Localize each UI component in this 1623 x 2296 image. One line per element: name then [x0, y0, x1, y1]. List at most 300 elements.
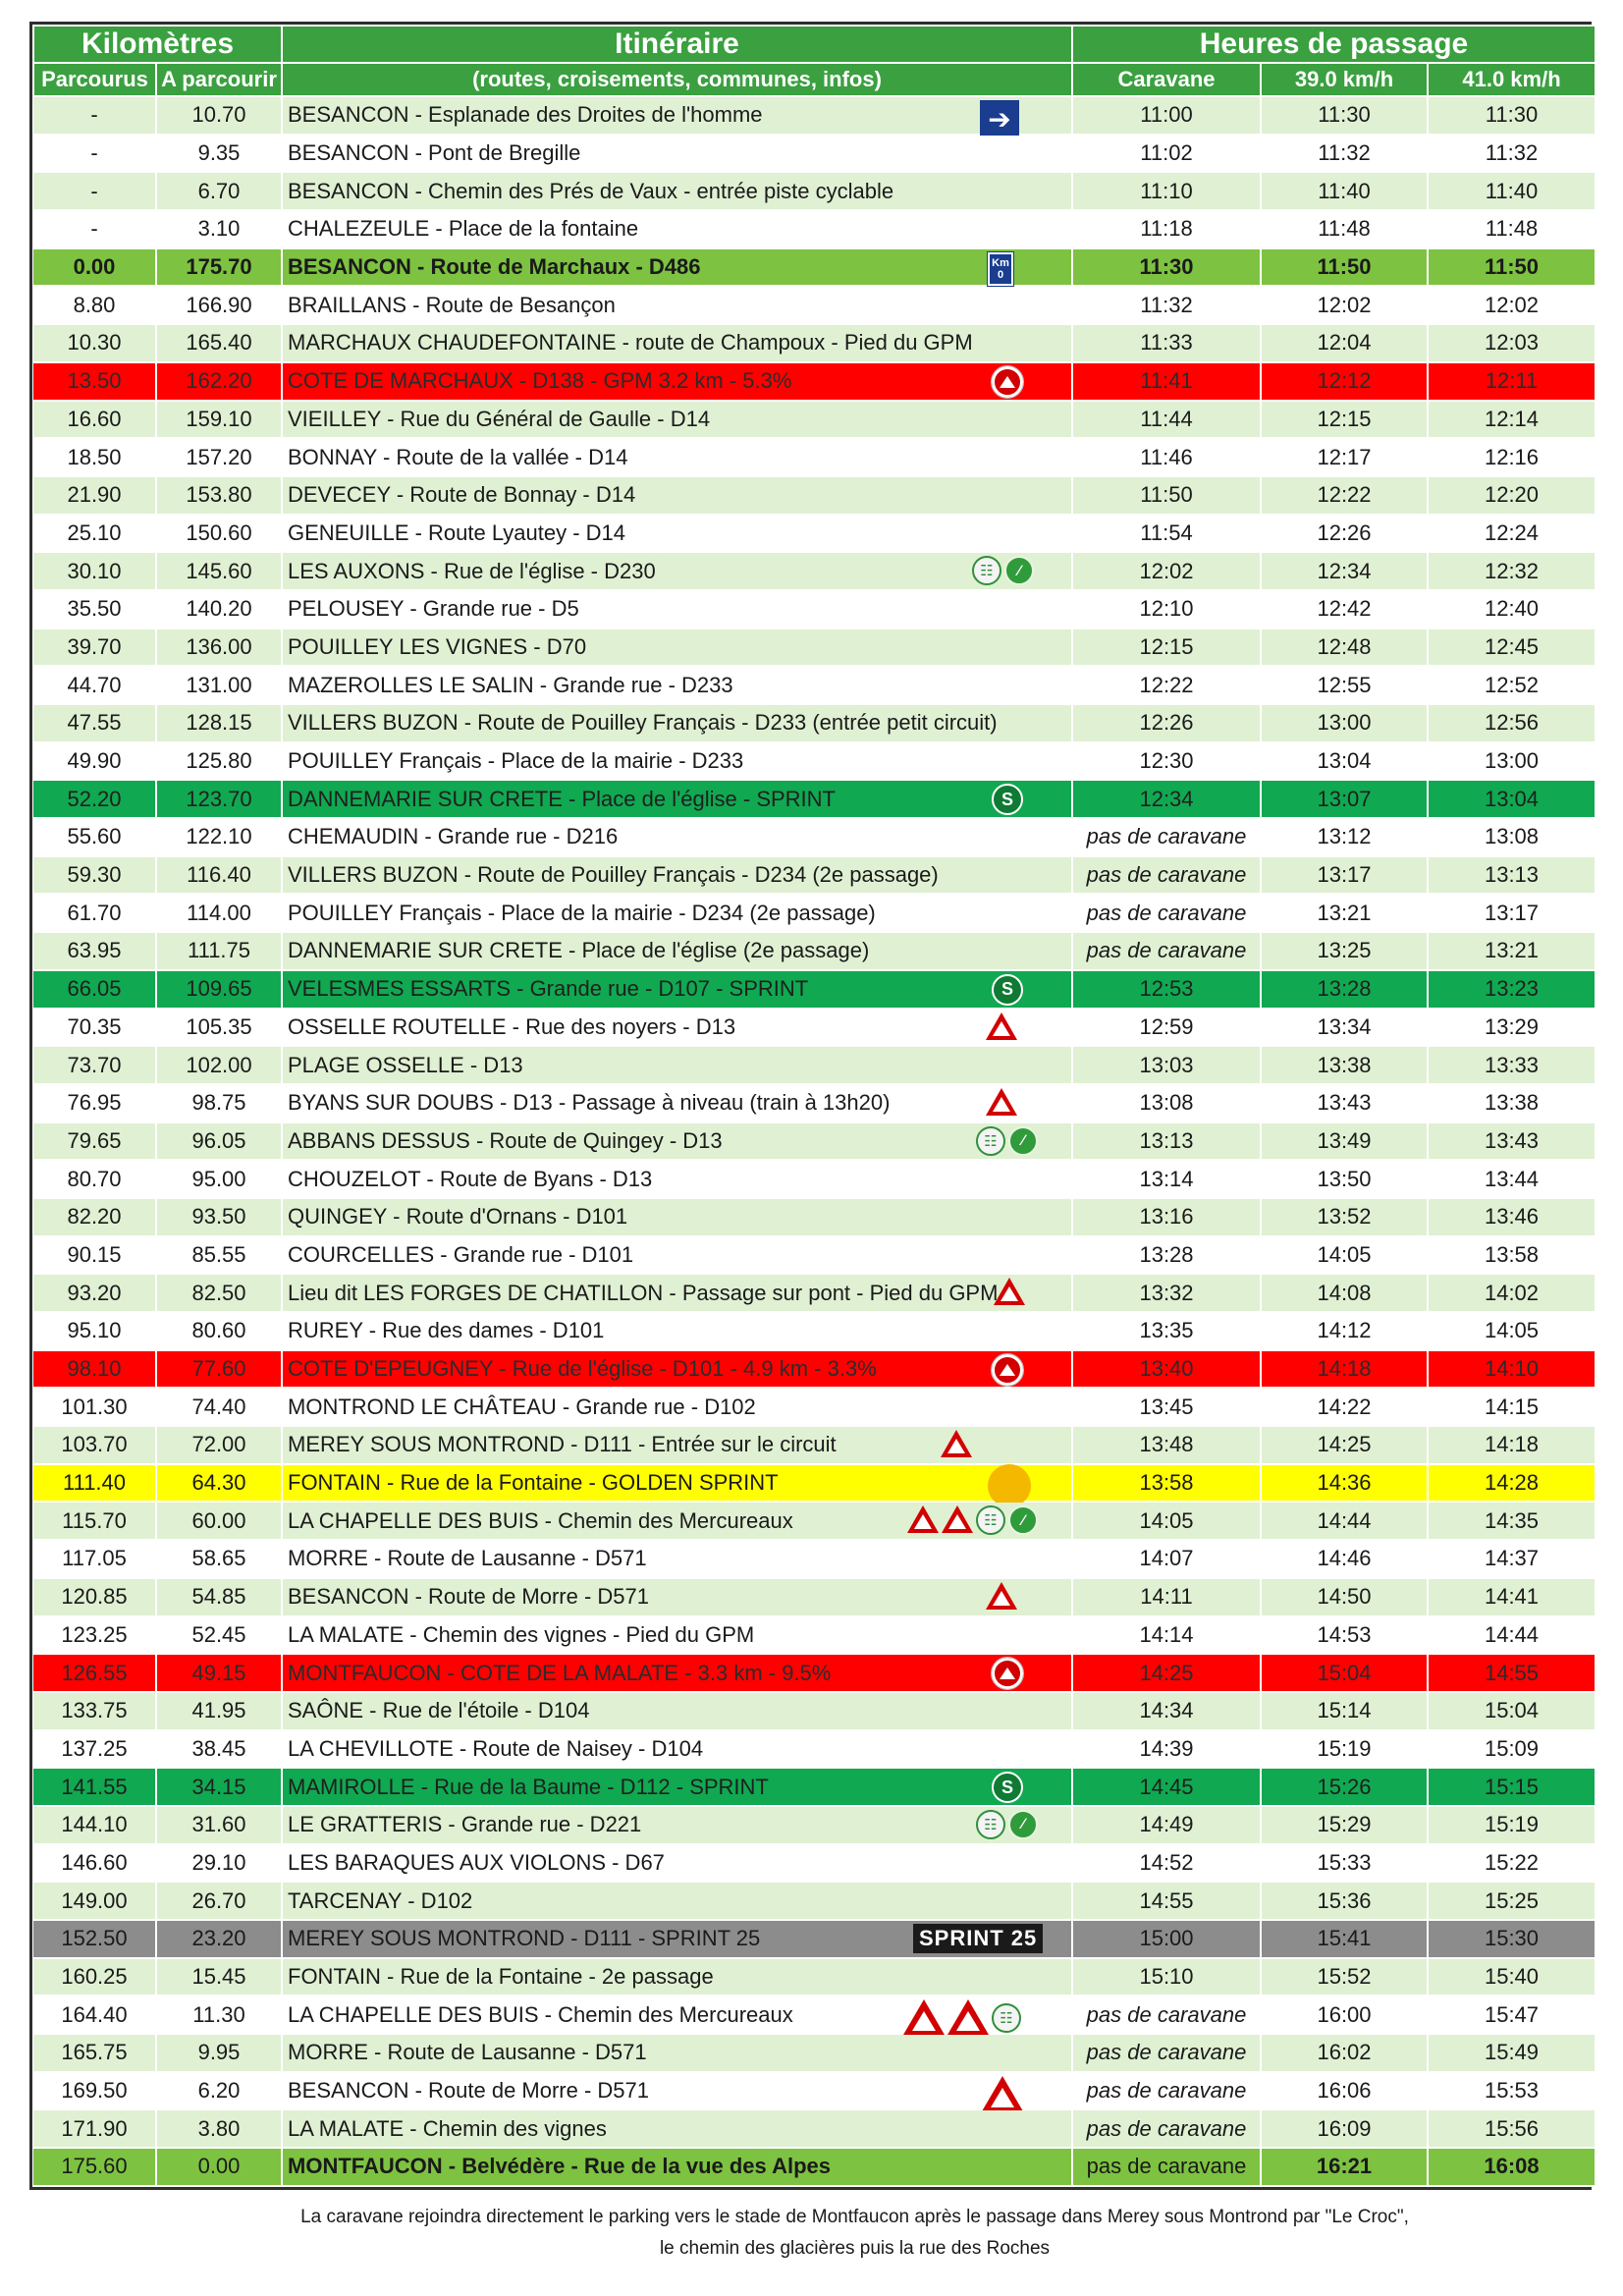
- waste-zone-icon: ☷: [972, 556, 1001, 585]
- km-remaining-cell: 74.40: [156, 1388, 282, 1426]
- sprint-25-icon: SPRINT 25: [913, 1924, 1043, 1953]
- caravan-time-cell: pas de caravane: [1072, 856, 1261, 895]
- waste-zone-icon: ☷: [976, 1505, 1005, 1535]
- time-speed2-cell: 15:22: [1428, 1844, 1596, 1883]
- km-done-cell: 30.10: [33, 552, 156, 590]
- place-name: COURCELLES - Grande rue - D101: [288, 1241, 634, 1267]
- time-speed2-cell: 12:32: [1428, 552, 1596, 590]
- time-speed1-cell: 14:18: [1261, 1350, 1428, 1389]
- table-row: [33, 96, 1596, 135]
- km-done-cell: 137.25: [33, 1730, 156, 1769]
- time-speed2-cell: 12:16: [1428, 438, 1596, 476]
- time-speed1-cell: 12:26: [1261, 515, 1428, 553]
- itinerary-cell: [282, 1009, 1072, 1047]
- itinerary-cell: [282, 742, 1072, 781]
- itinerary-cell: [282, 401, 1072, 439]
- km-remaining-cell: 34.15: [156, 1768, 282, 1806]
- itinerary-cell: [282, 1958, 1072, 1996]
- itinerary-cell: [282, 1388, 1072, 1426]
- time-speed2-cell: 12:03: [1428, 324, 1596, 362]
- km-done-cell: 8.80: [33, 286, 156, 324]
- time-speed1-cell: 12:12: [1261, 362, 1428, 401]
- time-speed1-cell: 16:06: [1261, 2072, 1428, 2110]
- km-remaining-cell: 54.85: [156, 1578, 282, 1616]
- km-remaining-cell: 15.45: [156, 1958, 282, 1996]
- time-speed2-cell: 15:49: [1428, 2034, 1596, 2072]
- table-row: [33, 856, 1596, 895]
- table-row: [33, 324, 1596, 362]
- caravan-time-cell: 14:07: [1072, 1540, 1261, 1578]
- time-speed2-cell: 11:40: [1428, 172, 1596, 210]
- caravan-time-cell: 13:13: [1072, 1122, 1261, 1161]
- col-header-speed2: 41.0 km/h: [1428, 63, 1596, 96]
- sprint-icon: S: [992, 784, 1023, 815]
- caravan-time-cell: 13:03: [1072, 1046, 1261, 1084]
- time-speed1-cell: 15:14: [1261, 1692, 1428, 1730]
- time-speed1-cell: 11:40: [1261, 172, 1428, 210]
- table-row: [33, 704, 1596, 742]
- place-name: FONTAIN - Rue de la Fontaine - GOLDEN SPRINT: [288, 1470, 779, 1496]
- time-speed1-cell: 13:00: [1261, 704, 1428, 742]
- itinerary-cell: [282, 590, 1072, 629]
- time-speed2-cell: 12:02: [1428, 286, 1596, 324]
- km-done-cell: 47.55: [33, 704, 156, 742]
- direction-arrow-icon: ➔: [980, 100, 1019, 137]
- time-speed1-cell: 15:19: [1261, 1730, 1428, 1769]
- icon-group: [903, 1999, 1021, 2037]
- itinerary-cell: [282, 286, 1072, 324]
- time-speed2-cell: 12:56: [1428, 704, 1596, 742]
- km-remaining-cell: 111.75: [156, 932, 282, 970]
- time-speed1-cell: 16:00: [1261, 1995, 1428, 2034]
- bend-sign-icon: [982, 2076, 1023, 2113]
- km-done-cell: 59.30: [33, 856, 156, 895]
- time-speed2-cell: 12:24: [1428, 515, 1596, 553]
- caravan-time-cell: 11:50: [1072, 476, 1261, 515]
- time-speed2-cell: 16:08: [1428, 2148, 1596, 2186]
- caravan-time-cell: 13:45: [1072, 1388, 1261, 1426]
- km-remaining-cell: 31.60: [156, 1806, 282, 1844]
- itinerary-sheet: [29, 22, 1592, 2190]
- caravan-time-cell: 12:10: [1072, 590, 1261, 629]
- place-name: LE GRATTERIS - Grande rue - D221: [288, 1812, 642, 1837]
- waste-zone-icon: ☷: [976, 1126, 1005, 1156]
- km-done-cell: 76.95: [33, 1084, 156, 1122]
- caravan-time-cell: 12:53: [1072, 970, 1261, 1009]
- itinerary-cell: [282, 1654, 1072, 1692]
- caravan-time-cell: 12:26: [1072, 704, 1261, 742]
- time-speed2-cell: 14:10: [1428, 1350, 1596, 1389]
- km-remaining-cell: 64.30: [156, 1464, 282, 1503]
- time-speed2-cell: 14:41: [1428, 1578, 1596, 1616]
- itinerary-cell: [282, 1920, 1072, 1958]
- table-row: [33, 135, 1596, 173]
- km-remaining-cell: 140.20: [156, 590, 282, 629]
- itinerary-cell: [282, 894, 1072, 932]
- caravan-time-cell: pas de caravane: [1072, 2034, 1261, 2072]
- time-speed1-cell: 13:07: [1261, 780, 1428, 818]
- footer-line-2: le chemin des glacières puis la rue des Roches: [659, 2238, 1051, 2259]
- place-name: BESANCON - Pont de Bregille: [288, 140, 581, 166]
- time-speed2-cell: 15:56: [1428, 2109, 1596, 2148]
- place-name: VIEILLEY - Rue du Général de Gaulle - D14: [288, 406, 711, 431]
- place-name: LES BARAQUES AUX VIOLONS - D67: [288, 1849, 665, 1875]
- itinerary-cell: [282, 1882, 1072, 1920]
- time-speed2-cell: 12:20: [1428, 476, 1596, 515]
- itinerary-cell: [282, 856, 1072, 895]
- km-remaining-cell: 153.80: [156, 476, 282, 515]
- time-speed1-cell: 14:36: [1261, 1464, 1428, 1503]
- icon-group: [992, 974, 1023, 1006]
- time-speed2-cell: 14:35: [1428, 1502, 1596, 1540]
- climb-icon: [992, 1354, 1023, 1386]
- km-remaining-cell: 3.80: [156, 2109, 282, 2148]
- time-speed2-cell: 14:02: [1428, 1274, 1596, 1312]
- km-remaining-cell: 6.70: [156, 172, 282, 210]
- km-remaining-cell: 6.20: [156, 2072, 282, 2110]
- table-row: [33, 1274, 1596, 1312]
- time-speed1-cell: 15:04: [1261, 1654, 1428, 1692]
- km-done-cell: 10.30: [33, 324, 156, 362]
- table-row: [33, 970, 1596, 1009]
- km-remaining-cell: 72.00: [156, 1426, 282, 1464]
- icon-group: [992, 1354, 1023, 1386]
- km-remaining-cell: 128.15: [156, 704, 282, 742]
- km-done-cell: 120.85: [33, 1578, 156, 1616]
- caravan-time-cell: 11:18: [1072, 210, 1261, 248]
- place-name: QUINGEY - Route d'Ornans - D101: [288, 1204, 628, 1230]
- itinerary-cell: [282, 1464, 1072, 1503]
- feed-zone-icon: ∕: [1004, 556, 1034, 585]
- place-name: FONTAIN - Rue de la Fontaine - 2e passage: [288, 1964, 714, 1990]
- table-row: [33, 1502, 1596, 1540]
- km-done-cell: 117.05: [33, 1540, 156, 1578]
- itinerary-cell: [282, 2072, 1072, 2110]
- km-done-cell: 70.35: [33, 1009, 156, 1047]
- col-header-done: Parcourus: [33, 63, 156, 96]
- km-done-cell: 18.50: [33, 438, 156, 476]
- km-remaining-cell: 29.10: [156, 1844, 282, 1883]
- time-speed1-cell: 16:09: [1261, 2109, 1428, 2148]
- km-done-cell: 39.70: [33, 629, 156, 667]
- table-row: [33, 248, 1596, 287]
- km-done-cell: 103.70: [33, 1426, 156, 1464]
- time-speed1-cell: 13:25: [1261, 932, 1428, 970]
- km-done-cell: 95.10: [33, 1312, 156, 1350]
- itinerary-cell: [282, 666, 1072, 704]
- col-header-caravan: Caravane: [1072, 63, 1261, 96]
- caravan-time-cell: 14:55: [1072, 1882, 1261, 1920]
- table-row: [33, 1426, 1596, 1464]
- itinerary-cell: [282, 970, 1072, 1009]
- km-done-cell: 152.50: [33, 1920, 156, 1958]
- time-speed2-cell: 14:18: [1428, 1426, 1596, 1464]
- time-speed1-cell: 13:38: [1261, 1046, 1428, 1084]
- place-name: VELESMES ESSARTS - Grande rue - D107 - SPRINT: [288, 976, 809, 1002]
- time-speed2-cell: 14:05: [1428, 1312, 1596, 1350]
- table-row: [33, 590, 1596, 629]
- km-done-cell: 165.75: [33, 2034, 156, 2072]
- time-speed2-cell: 15:53: [1428, 2072, 1596, 2110]
- caravan-time-cell: 12:02: [1072, 552, 1261, 590]
- km-remaining-cell: 165.40: [156, 324, 282, 362]
- caravan-time-cell: pas de caravane: [1072, 894, 1261, 932]
- km-remaining-cell: 0.00: [156, 2148, 282, 2186]
- km-remaining-cell: 10.70: [156, 96, 282, 135]
- time-speed1-cell: 14:05: [1261, 1236, 1428, 1275]
- itinerary-cell: [282, 1502, 1072, 1540]
- times-header: Heures de passage: [1072, 26, 1596, 63]
- time-speed1-cell: 14:12: [1261, 1312, 1428, 1350]
- km-done-cell: -: [33, 210, 156, 248]
- itinerary-cell: [282, 1236, 1072, 1275]
- table-row: [33, 1692, 1596, 1730]
- caravan-time-cell: 13:35: [1072, 1312, 1261, 1350]
- place-name: LA MALATE - Chemin des vignes: [288, 2115, 607, 2141]
- km-done-cell: 141.55: [33, 1768, 156, 1806]
- bend-sign-icon: [903, 1999, 945, 2037]
- table-row: [33, 1540, 1596, 1578]
- time-speed2-cell: 15:19: [1428, 1806, 1596, 1844]
- icon-group: [992, 784, 1023, 815]
- itinerary-cell: [282, 1806, 1072, 1844]
- table-row: [33, 2148, 1596, 2186]
- caravan-time-cell: pas de caravane: [1072, 1995, 1261, 2034]
- time-speed1-cell: 12:22: [1261, 476, 1428, 515]
- time-speed1-cell: 14:50: [1261, 1578, 1428, 1616]
- time-speed2-cell: 14:44: [1428, 1616, 1596, 1655]
- time-speed2-cell: 13:38: [1428, 1084, 1596, 1122]
- table-row: [33, 286, 1596, 324]
- place-name: Lieu dit LES FORGES DE CHATILLON - Passage sur pont - Pied du GPM: [288, 1280, 999, 1305]
- time-speed2-cell: 12:14: [1428, 401, 1596, 439]
- table-row: [33, 1768, 1596, 1806]
- place-name: PLAGE OSSELLE - D13: [288, 1052, 523, 1077]
- golden-sprint-icon: [988, 1464, 1031, 1507]
- km-done-cell: 169.50: [33, 2072, 156, 2110]
- table-row: [33, 1198, 1596, 1236]
- col-header-itinerary-sub: (routes, croisements, communes, infos): [282, 63, 1072, 96]
- km-done-cell: 111.40: [33, 1464, 156, 1503]
- time-speed1-cell: 11:50: [1261, 248, 1428, 287]
- km-done-cell: 126.55: [33, 1654, 156, 1692]
- caravan-time-cell: 12:15: [1072, 629, 1261, 667]
- itinerary-cell: [282, 1844, 1072, 1883]
- itinerary-cell: [282, 1995, 1072, 2034]
- bend-sign-icon: [986, 1582, 1017, 1612]
- caravan-time-cell: 13:16: [1072, 1198, 1261, 1236]
- itinerary-cell: [282, 629, 1072, 667]
- icon-group: [907, 1505, 1038, 1535]
- km-done-cell: 13.50: [33, 362, 156, 401]
- table-row: [33, 1312, 1596, 1350]
- time-speed1-cell: 16:21: [1261, 2148, 1428, 2186]
- km-done-cell: 93.20: [33, 1274, 156, 1312]
- table-row: [33, 780, 1596, 818]
- time-speed2-cell: 13:21: [1428, 932, 1596, 970]
- time-speed2-cell: 13:29: [1428, 1009, 1596, 1047]
- caravan-time-cell: 12:59: [1072, 1009, 1261, 1047]
- place-name: MONTROND LE CHÂTEAU - Grande rue - D102: [288, 1394, 756, 1419]
- footer-note: [29, 2202, 1592, 2265]
- table-row: [33, 362, 1596, 401]
- itinerary-cell: [282, 552, 1072, 590]
- time-speed2-cell: 15:40: [1428, 1958, 1596, 1996]
- table-row: [33, 1160, 1596, 1198]
- time-speed2-cell: 11:48: [1428, 210, 1596, 248]
- itinerary-header: Itinéraire: [282, 26, 1072, 63]
- km-remaining-cell: 162.20: [156, 362, 282, 401]
- km-remaining-cell: 102.00: [156, 1046, 282, 1084]
- km-done-cell: 73.70: [33, 1046, 156, 1084]
- time-speed2-cell: 13:44: [1428, 1160, 1596, 1198]
- km-remaining-cell: 60.00: [156, 1502, 282, 1540]
- place-name: CHEMAUDIN - Grande rue - D216: [288, 824, 619, 849]
- km-done-cell: 101.30: [33, 1388, 156, 1426]
- km-remaining-cell: 105.35: [156, 1009, 282, 1047]
- table-row: [33, 2072, 1596, 2110]
- time-speed2-cell: 13:43: [1428, 1122, 1596, 1161]
- caravan-time-cell: 14:25: [1072, 1654, 1261, 1692]
- time-speed1-cell: 13:17: [1261, 856, 1428, 895]
- km-done-cell: 55.60: [33, 818, 156, 856]
- place-name: VILLERS BUZON - Route de Pouilley Français - D233 (entrée petit circuit): [288, 710, 998, 736]
- km-done-cell: 25.10: [33, 515, 156, 553]
- km-remaining-cell: 49.15: [156, 1654, 282, 1692]
- caravan-time-cell: 14:52: [1072, 1844, 1261, 1883]
- time-speed2-cell: 15:30: [1428, 1920, 1596, 1958]
- time-speed1-cell: 12:15: [1261, 401, 1428, 439]
- caravan-time-cell: 11:54: [1072, 515, 1261, 553]
- itinerary-cell: [282, 2109, 1072, 2148]
- time-speed1-cell: 13:52: [1261, 1198, 1428, 1236]
- km-done-cell: 123.25: [33, 1616, 156, 1655]
- table-row: [33, 1578, 1596, 1616]
- km-remaining-cell: 145.60: [156, 552, 282, 590]
- place-name: LA CHAPELLE DES BUIS - Chemin des Mercureaux: [288, 2001, 793, 2027]
- sprint-icon: S: [992, 1772, 1023, 1803]
- place-name: POUILLEY LES VIGNES - D70: [288, 633, 587, 659]
- caravan-time-cell: 14:05: [1072, 1502, 1261, 1540]
- km-zero-icon: Km 0: [988, 252, 1013, 286]
- table-row: [33, 1350, 1596, 1389]
- time-speed1-cell: 12:17: [1261, 438, 1428, 476]
- caravan-time-cell: 15:00: [1072, 1920, 1261, 1958]
- km-remaining-cell: 26.70: [156, 1882, 282, 1920]
- caravan-time-cell: 11:30: [1072, 248, 1261, 287]
- time-speed2-cell: 15:47: [1428, 1995, 1596, 2034]
- time-speed2-cell: 12:11: [1428, 362, 1596, 401]
- time-speed2-cell: 13:46: [1428, 1198, 1596, 1236]
- time-speed1-cell: 16:02: [1261, 2034, 1428, 2072]
- km-done-cell: 164.40: [33, 1995, 156, 2034]
- table-row: [33, 742, 1596, 781]
- table-row: [33, 1388, 1596, 1426]
- icon-group: [992, 366, 1023, 398]
- caravan-time-cell: 15:10: [1072, 1958, 1261, 1996]
- time-speed2-cell: 13:23: [1428, 970, 1596, 1009]
- place-name: BESANCON - Route de Morre - D571: [288, 2078, 650, 2104]
- time-speed1-cell: 13:34: [1261, 1009, 1428, 1047]
- caravan-time-cell: 14:39: [1072, 1730, 1261, 1769]
- time-speed1-cell: 13:04: [1261, 742, 1428, 781]
- time-speed1-cell: 14:46: [1261, 1540, 1428, 1578]
- waste-zone-icon: ☷: [976, 1810, 1005, 1839]
- itinerary-cell: [282, 1274, 1072, 1312]
- km-done-cell: 171.90: [33, 2109, 156, 2148]
- km-remaining-cell: 96.05: [156, 1122, 282, 1161]
- time-speed1-cell: 14:25: [1261, 1426, 1428, 1464]
- itinerary-cell: [282, 1046, 1072, 1084]
- km-remaining-cell: 166.90: [156, 286, 282, 324]
- table-row: [33, 1844, 1596, 1883]
- caravan-time-cell: pas de caravane: [1072, 818, 1261, 856]
- table-row: [33, 932, 1596, 970]
- time-speed1-cell: 14:53: [1261, 1616, 1428, 1655]
- icon-group: [980, 100, 1019, 137]
- itinerary-cell: [282, 932, 1072, 970]
- time-speed1-cell: 11:30: [1261, 96, 1428, 135]
- itinerary-cell: [282, 515, 1072, 553]
- itinerary-cell: [282, 818, 1072, 856]
- footer-line-1: La caravane rejoindra directement le parking vers le stade de Montfaucon après le passage dans Merey sous Montrond par "Le Croc",: [300, 2207, 1409, 2227]
- header-row-main: [33, 26, 1596, 63]
- waste-zone-icon: ☷: [992, 2003, 1021, 2033]
- table-row: [33, 1009, 1596, 1047]
- place-name: CHOUZELOT - Route de Byans - D13: [288, 1166, 653, 1191]
- itinerary-cell: [282, 1578, 1072, 1616]
- itinerary-cell: [282, 780, 1072, 818]
- km-remaining-cell: 125.80: [156, 742, 282, 781]
- itinerary-cell: [282, 1540, 1072, 1578]
- icon-group: [986, 1582, 1017, 1612]
- itinerary-cell: [282, 1084, 1072, 1122]
- place-name: MEREY SOUS MONTROND - D111 - SPRINT 25: [288, 1926, 761, 1951]
- time-speed2-cell: 13:33: [1428, 1046, 1596, 1084]
- table-row: [33, 515, 1596, 553]
- time-speed2-cell: 11:30: [1428, 96, 1596, 135]
- time-speed1-cell: 14:08: [1261, 1274, 1428, 1312]
- time-speed2-cell: 13:13: [1428, 856, 1596, 895]
- itinerary-cell: [282, 1616, 1072, 1655]
- km-done-cell: 52.20: [33, 780, 156, 818]
- itinerary-rows: [33, 96, 1596, 2186]
- km-remaining-cell: 58.65: [156, 1540, 282, 1578]
- place-name: PELOUSEY - Grande rue - D5: [288, 596, 579, 622]
- place-name: DEVECEY - Route de Bonnay - D14: [288, 482, 636, 508]
- caravan-time-cell: 14:45: [1072, 1768, 1261, 1806]
- time-speed2-cell: 11:32: [1428, 135, 1596, 173]
- caravan-time-cell: 13:32: [1072, 1274, 1261, 1312]
- time-speed1-cell: 15:41: [1261, 1920, 1428, 1958]
- caravan-time-cell: 11:10: [1072, 172, 1261, 210]
- table-row: [33, 1958, 1596, 1996]
- itinerary-cell: [282, 362, 1072, 401]
- km-remaining-cell: 131.00: [156, 666, 282, 704]
- place-name: DANNEMARIE SUR CRETE - Place de l'église - SPRINT: [288, 786, 836, 811]
- time-speed2-cell: 15:15: [1428, 1768, 1596, 1806]
- place-name: POUILLEY Français - Place de la mairie - D233: [288, 748, 744, 774]
- km-remaining-cell: 80.60: [156, 1312, 282, 1350]
- header-row-sub: [33, 63, 1596, 96]
- time-speed2-cell: 13:08: [1428, 818, 1596, 856]
- caravan-time-cell: 13:28: [1072, 1236, 1261, 1275]
- time-speed1-cell: 14:22: [1261, 1388, 1428, 1426]
- km-remaining-cell: 38.45: [156, 1730, 282, 1769]
- km-remaining-cell: 9.95: [156, 2034, 282, 2072]
- place-name: BESANCON - Route de Marchaux - D486: [288, 254, 701, 280]
- time-speed2-cell: 13:17: [1428, 894, 1596, 932]
